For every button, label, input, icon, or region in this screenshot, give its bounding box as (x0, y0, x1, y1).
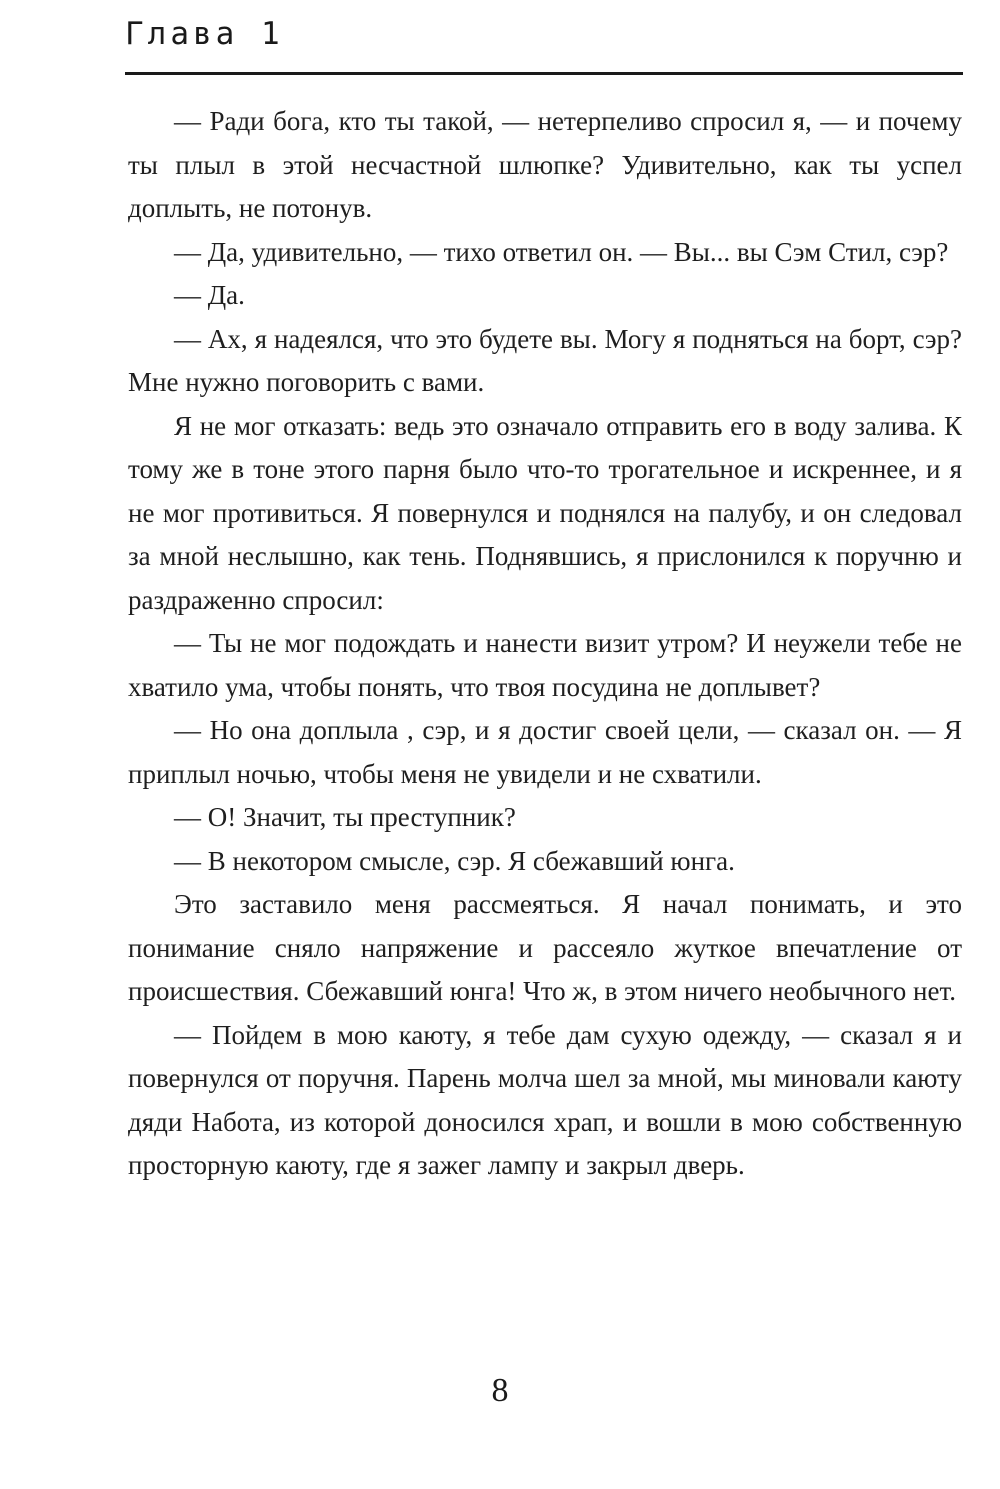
paragraph: Это заставило меня рассмеяться. Я начал понимать, и это понимание сняло напряжение и рассеяло жуткое впечатление от происшествия. Сбежавший юнга! Что ж, в этом ничего необычного нет. (128, 889, 962, 1006)
paragraph: — Ради бога, кто ты такой, — нетерпеливо спросил я, — и почему ты плыл в этой несчастной шлюпке? Удивительно, как ты успел доплыть, не потонув. (128, 106, 962, 223)
running-header (125, 14, 963, 75)
page-number: 8 (491, 1372, 509, 1409)
paragraph: — Ах, я надеялся, что это будете вы. Могу я подняться на борт, сэр? Мне нужно поговорить с вами. (128, 323, 962, 397)
paragraph: — Да. (174, 280, 245, 310)
paragraph: — О! Значит, ты преступник? (174, 802, 516, 832)
paragraph: — В некотором смысле, сэр. Я сбежавший юнга. (174, 845, 735, 876)
chapter-title: Глава 1 (125, 16, 284, 52)
paragraph: — Но она доплыла , сэр, и я достиг своей цели, — сказал он. — Я приплыл ночью, чтобы меня не увидели и не схватили. (128, 715, 962, 789)
paragraph: — Да, удивительно, — тихо ответил он. — Вы... вы Сэм Стил, сэр? (174, 236, 949, 267)
body-text (128, 100, 962, 1188)
paragraph: — Пойдем в мою каюту, я тебе дам сухую одежду, — сказал я и повернулся от поручня. Парень молча шел за мной, мы миновали каюту дяди Набота, из которой доносился храп, и вошли в мою собственную просторную каюту, где я зажег лампу и закрыл дверь. (128, 1019, 962, 1180)
paragraph: Я не мог отказать: ведь это означало отправить его в воду залива. К тому же в тоне этого парня было что-то трогательное и искреннее, и я не мог противиться. Я повернулся и поднялся на палубу, и он следовал за мной неслышно, как тень. Поднявшись, я прислонился к поручню и раздраженно спросил: (128, 410, 962, 615)
paragraph: — Ты не мог подождать и нанести визит утром? И неужели тебе не хватило ума, чтобы понять, что твоя посудина не доплывет? (128, 628, 962, 702)
